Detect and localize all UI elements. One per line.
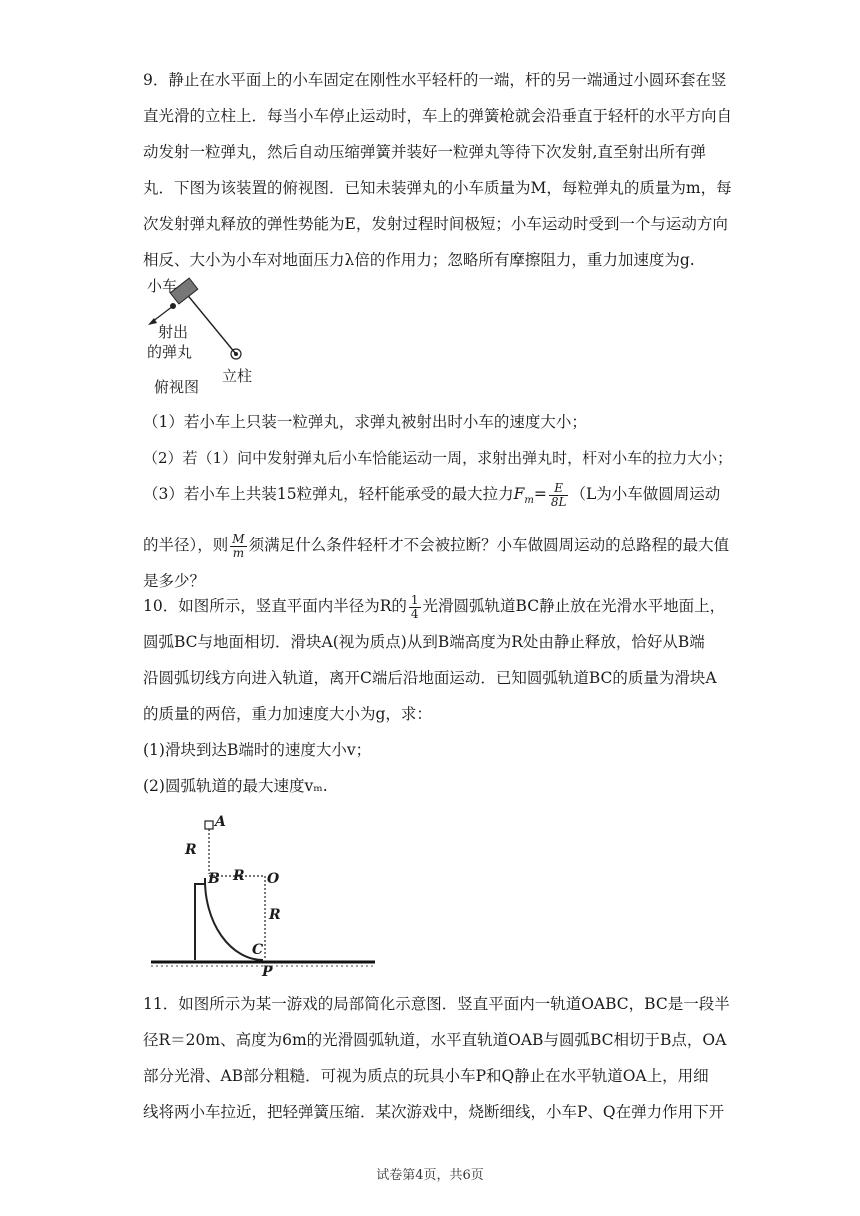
question-9-text [143, 62, 733, 278]
q11-line-2: 径R＝20m、高度为6m的光滑圆弧轨道，水平直轨道OAB与圆弧BC相切于B点，OA [143, 1031, 727, 1049]
q9-line-2: 直光滑的立柱上．每当小车停止运动时，车上的弹簧枪就会沿垂直于轻杆的水平方向自 [143, 107, 733, 125]
q10-line-1-a: 10．如图所示，竖直平面内半径为R的 [143, 597, 407, 615]
q10-frac-num: 1 [410, 592, 419, 607]
page-footer: 试卷第4页，共6页 [376, 1168, 484, 1183]
q9-line-3: 动发射一粒弹丸，然后自动压缩弹簧并装好一粒弹丸等待下次发射,直至射出所有弹 [143, 143, 706, 161]
q9-sub-3-line-3: 是多少？ [143, 572, 206, 591]
label-b: B [208, 871, 220, 887]
q9-sub-3-F-sub: m [524, 495, 534, 507]
label-c: C [252, 942, 264, 958]
q10-frac-den: 4 [410, 606, 419, 621]
q9-line-4: 丸．下图为该装置的俯视图．已知未装弹丸的小车质量为M，每粒弹丸的质量为m，每 [143, 179, 732, 197]
bullet-label-1: 射出 [158, 323, 189, 341]
q10-line-1 [143, 588, 726, 624]
label-p: P [262, 964, 273, 980]
q10-line-4: 的质量的两倍，重力加速度大小为g，求： [143, 705, 432, 723]
bullet-label-2: 的弹丸 [147, 343, 193, 361]
question-11-text [143, 986, 730, 1130]
q10-line-3: 沿圆弧切线方向进入轨道，离开C端后沿地面运动．已知圆弧轨道BC的质量为滑块A [143, 669, 717, 687]
top-view-caption: 俯视图 [154, 378, 200, 396]
q9-sub-2: （2）若（1）问中发射弹丸后小车恰能运动一周，求射出弹丸时，杆对小车的拉力大小； [143, 449, 733, 467]
q10-arc-track-figure [145, 812, 380, 982]
car-label: 小车 [147, 277, 178, 295]
label-r-side: R [269, 907, 281, 923]
q9-sub-3-text-d: 须满足什么条件轻杆才不会被拉断？小车做圆周运动的总路程的最大值 [248, 536, 730, 555]
q9-sub-1: （1）若小车上只装一粒弹丸，求弹丸被射出时小车的速度大小； [143, 413, 587, 431]
block-a [205, 821, 213, 829]
q11-line-3: 部分光滑、AB部分粗糙．可视为质点的玩具小车P和Q静止在水平轨道OA上，用细 [143, 1067, 709, 1085]
q11-line-1: 11．如图所示为某一游戏的局部简化示意图．竖直平面内一轨道OABC，BC是一段半 [143, 995, 730, 1013]
post-label: 立柱 [222, 367, 253, 385]
q10-sub-2: (2)圆弧轨道的最大速度vₘ. [143, 777, 328, 795]
label-o: O [267, 871, 280, 887]
q10-quarter-fraction [409, 594, 421, 621]
q9-sub-3-ratio [230, 533, 246, 560]
light-rod [185, 292, 236, 354]
q9-line-5: 次发射弹丸释放的弹性势能为E，发射过程时间极短；小车运动时受到一个与运动方向 [143, 215, 728, 233]
q9-sub-3-eq: = [533, 485, 547, 503]
q9-sub-3-ratio-num: M [232, 531, 245, 546]
q9-sub-3-line-2 [143, 527, 730, 563]
label-r-height: R [185, 842, 197, 858]
question-10-text [143, 588, 726, 804]
q9-sub-3-den: 8L [550, 494, 567, 509]
q10-line-2: 圆弧BC与地面相切．滑块A(视为质点)从到B端高度为R处由静止释放，恰好从B端 [143, 633, 705, 651]
q9-sub-3-text-b: （L为小车做圆周运动 [570, 485, 721, 503]
q9-line-1: 9．静止在水平面上的小车固定在刚性水平轻杆的一端，杆的另一端通过小圆环套在竖 [143, 71, 727, 89]
label-a: A [215, 814, 226, 830]
q10-sub-1: (1)滑块到达B端时的速度大小v； [143, 741, 372, 759]
q9-sub-3-fraction [549, 482, 569, 509]
q10-line-1-b: 光滑圆弧轨道BC静止放在光滑水平地面上， [422, 597, 726, 615]
q9-top-view-figure [140, 270, 270, 400]
post-center [234, 352, 238, 356]
q9-sub-3-line-1 [143, 476, 723, 519]
q9-sub-3-num: E [549, 482, 569, 496]
q9-sub-3-F: F [513, 485, 525, 503]
q9-sub-3-text-a: （3）若小车上共装15粒弹丸，轻杆能承受的最大拉力 [143, 485, 514, 503]
bullet-arrow [152, 306, 173, 322]
q9-line-6: 相反、大小为小车对地面压力λ倍的作用力；忽略所有摩擦阻力，重力加速度为g. [143, 251, 695, 269]
label-r-top: R [233, 868, 245, 884]
q9-sub-3-ratio-den: m [232, 545, 245, 560]
q11-line-4: 线将两小车拉近，把轻弹簧压缩．某次游戏中，烧断细线，小车P、Q在弹力作用下开 [143, 1103, 725, 1121]
q9-subquestions [143, 404, 733, 599]
q9-sub-3-text-c: 的半径），则 [143, 536, 229, 555]
